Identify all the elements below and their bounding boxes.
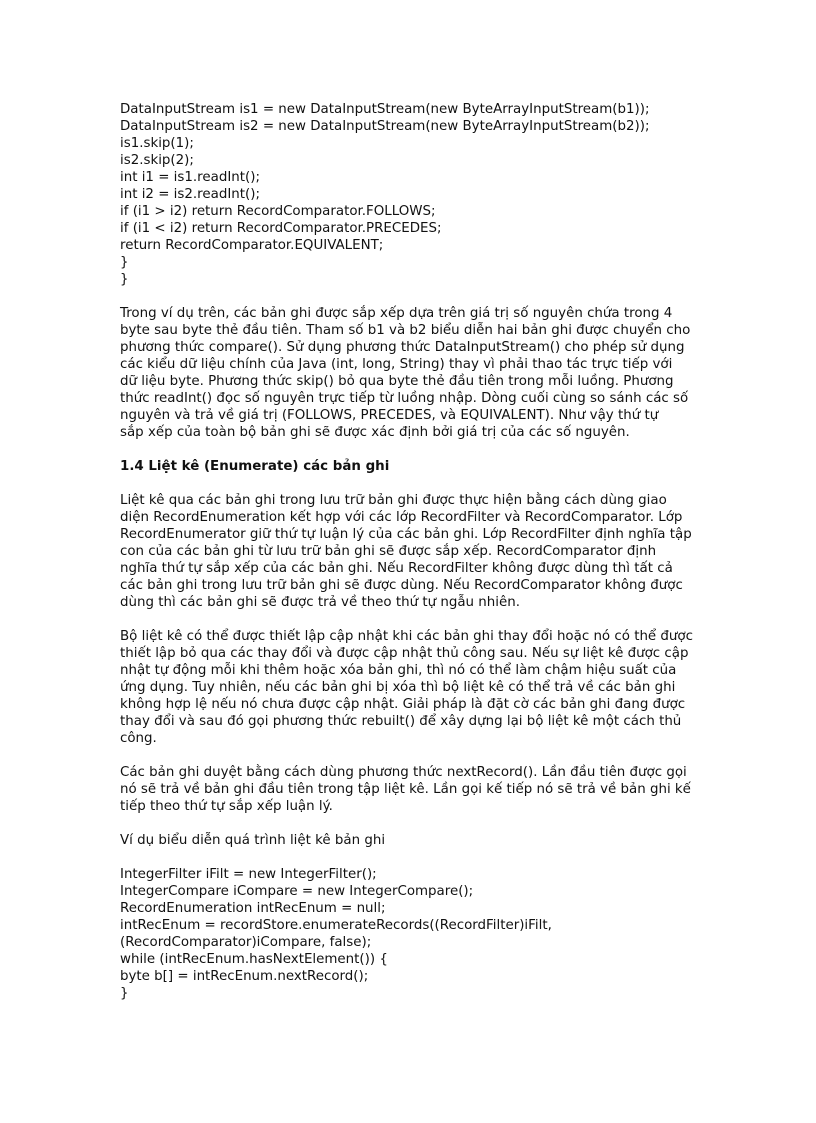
paragraph-enumeration [120, 492, 710, 611]
text-line: phương thức compare(). Sử dụng phương thức DataInputStream() cho phép sử dụng [120, 340, 685, 355]
text-line: nghĩa thứ tự sắp xếp của các bản ghi. Nếu RecordFilter không được dùng thì tất cả [120, 561, 673, 576]
text-line: ứng dụng. Tuy nhiên, nếu các bản ghi bị xóa thì bộ liệt kê có thể trả về các bản ghi [120, 680, 676, 695]
code-line: is2.skip(2); [120, 153, 194, 168]
code-line: } [120, 986, 129, 1001]
text-line: Trong ví dụ trên, các bản ghi được sắp xếp dựa trên giá trị số nguyên chứa trong 4 [120, 306, 673, 321]
code-line: IntegerFilter iFilt = new IntegerFilter(); [120, 867, 377, 882]
text-line: các kiểu dữ liệu chính của Java (int, long, String) thay vì phải thao tác trực tiếp với [120, 357, 673, 372]
text-line: nó sẽ trả về bản ghi đầu tiên trong tập liệt kê. Lần gọi kế tiếp nó sẽ trả về bản ghi kế [120, 782, 691, 797]
text-line: Liệt kê qua các bản ghi trong lưu trữ bản ghi được thực hiện bằng cách dùng giao [120, 493, 667, 508]
code-line: } [120, 272, 129, 287]
code-line: (RecordComparator)iCompare, false); [120, 935, 372, 950]
paragraph-update [120, 628, 710, 747]
code-line: is1.skip(1); [120, 136, 194, 151]
text-line: sắp xếp của toàn bộ bản ghi sẽ được xác định bởi giá trị của các số nguyên. [120, 425, 630, 440]
text-line: Các bản ghi duyệt bằng cách dùng phương thức nextRecord(). Lần đầu tiên được gọi [120, 765, 687, 780]
code-line: return RecordComparator.EQUIVALENT; [120, 238, 384, 253]
text-line: dùng thì các bản ghi sẽ được trả về theo thứ tự ngẫu nhiên. [120, 595, 520, 610]
text-line: RecordEnumerator giữ thứ tự luận lý của các bản ghi. Lớp RecordFilter định nghĩa tập [120, 527, 692, 542]
text-line: nguyên và trả về giá trị (FOLLOWS, PRECEDES, và EQUIVALENT). Như vậy thứ tự [120, 408, 659, 423]
section-heading: 1.4 Liệt kê (Enumerate) các bản ghi [120, 459, 390, 474]
code-line: } [120, 255, 129, 270]
code-block-compare [120, 101, 710, 288]
text-line: thức readInt() đọc số nguyên trực tiếp từ luồng nhập. Dòng cuối cùng so sánh các số [120, 391, 689, 406]
text-line: Bộ liệt kê có thể được thiết lập cập nhật khi các bản ghi thay đổi hoặc nó có thể được [120, 629, 693, 644]
code-line: while (intRecEnum.hasNextElement()) { [120, 952, 388, 967]
code-line: int i1 = is1.readInt(); [120, 170, 260, 185]
code-line: IntegerCompare iCompare = new IntegerCompare(); [120, 884, 474, 899]
text-line: byte sau byte thẻ đầu tiên. Tham số b1 và b2 biểu diễn hai bản ghi được chuyển cho [120, 323, 691, 338]
text-line: tiếp theo thứ tự sắp xếp luận lý. [120, 799, 333, 814]
text-line: thiết lập bỏ qua các thay đổi và được cập nhật thủ công sau. Nếu sự liệt kê được cập [120, 646, 689, 661]
code-line: intRecEnum = recordStore.enumerateRecords((RecordFilter)iFilt, [120, 918, 552, 933]
text-line: diện RecordEnumeration kết hợp với các lớp RecordFilter và RecordComparator. Lớp [120, 510, 683, 525]
paragraph-explanation [120, 305, 710, 441]
code-line: RecordEnumeration intRecEnum = null; [120, 901, 386, 916]
document-page [120, 101, 710, 1002]
paragraph-next-record [120, 764, 710, 815]
text-line: thay đổi và sau đó gọi phương thức rebuilt() để xây dựng lại bộ liệt kê một cách thủ [120, 714, 682, 729]
code-block-enumeration [120, 866, 710, 1002]
code-line: DataInputStream is2 = new DataInputStream(new ByteArrayInputStream(b2)); [120, 119, 650, 134]
text-line: nhật tự động mỗi khi thêm hoặc xóa bản ghi, thì nó có thể làm chậm hiệu suất của [120, 663, 677, 678]
code-line: byte b[] = intRecEnum.nextRecord(); [120, 969, 369, 984]
text-line: không hợp lệ nếu nó chưa được cập nhật. Giải pháp là đặt cờ các bản ghi đang được [120, 697, 686, 712]
code-line: if (i1 > i2) return RecordComparator.FOLLOWS; [120, 204, 436, 219]
text-line: công. [120, 731, 157, 746]
code-line: int i2 = is2.readInt(); [120, 187, 260, 202]
text-line: các bản ghi trong lưu trữ bản ghi sẽ được dùng. Nếu RecordComparator không được [120, 578, 683, 593]
code-line: DataInputStream is1 = new DataInputStream(new ByteArrayInputStream(b1)); [120, 102, 650, 117]
example-intro: Ví dụ biểu diễn quá trình liệt kê bản ghi [120, 833, 386, 848]
code-line: if (i1 < i2) return RecordComparator.PRECEDES; [120, 221, 442, 236]
text-line: dữ liệu byte. Phương thức skip() bỏ qua byte thẻ đầu tiên trong mỗi luồng. Phương [120, 374, 674, 389]
text-line: con của các bản ghi từ lưu trữ bản ghi sẽ được sắp xếp. RecordComparator định [120, 544, 657, 559]
